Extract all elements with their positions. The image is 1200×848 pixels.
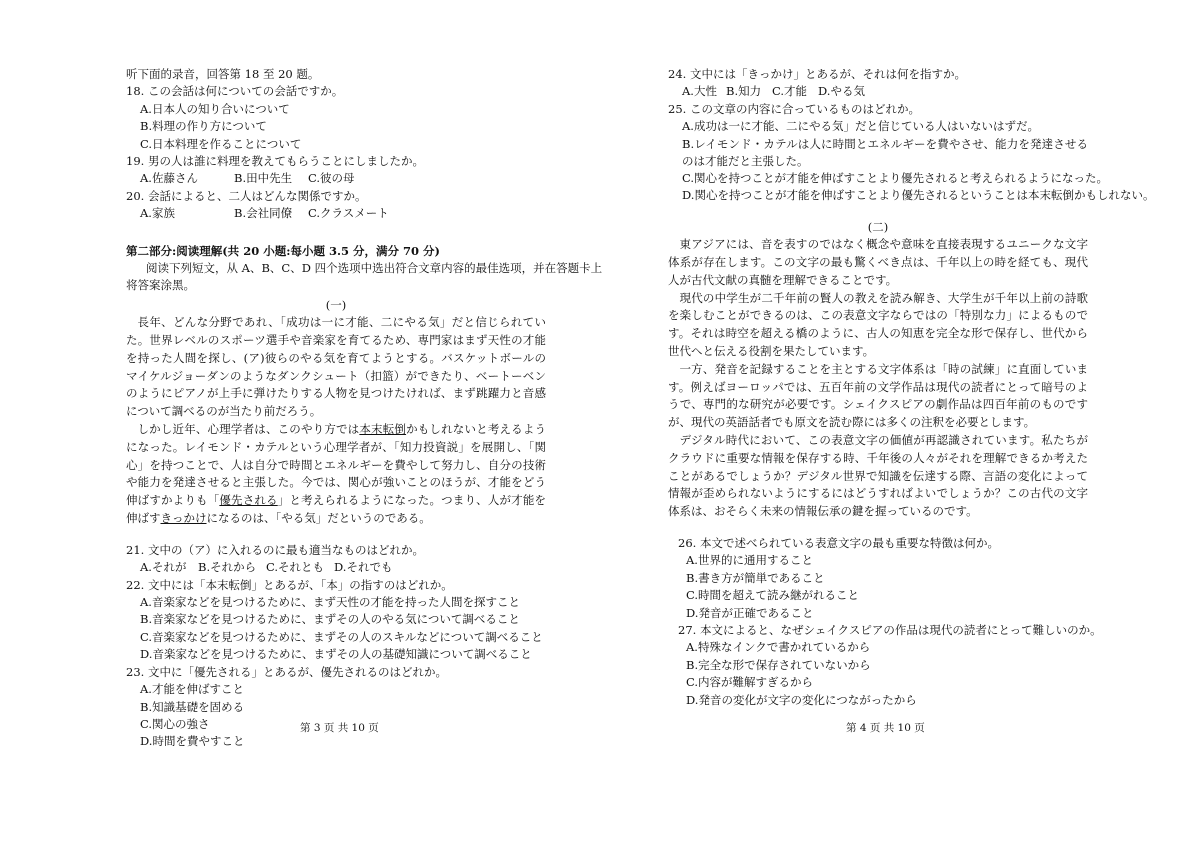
q23-option-d: D.時間を費やすこと bbox=[140, 734, 245, 749]
q18-option-c: C.日本料理を作ることについて bbox=[140, 136, 302, 151]
q18-option-b: B.料理の作り方について bbox=[140, 119, 267, 134]
q21-option-d: D.それでも bbox=[334, 560, 393, 575]
q19-stem: 19. 男の人は誰に料理を教えてもらうことにしましたか。 bbox=[126, 154, 424, 169]
underline-yuusen-sareru: 優先される bbox=[219, 493, 278, 508]
q20-stem: 20. 会話によると、二人はどんな関係ですか。 bbox=[126, 188, 367, 203]
q23-option-a: A.才能を伸ばすこと bbox=[140, 682, 244, 697]
q22-option-b: B.音楽家などを見つけるために、まずその人のやる気について調べること bbox=[140, 612, 520, 627]
underline-kikkake: きっかけ bbox=[160, 511, 207, 526]
q24-option-a: A.大性 bbox=[682, 84, 717, 99]
q25-option-b: B.レイモンド・カテルは人に時間とエネルギーを費やさせ、能力を発達させるのは才能だと主張した。 bbox=[682, 136, 1088, 168]
passage-1-paragraph-1: 長年、どんな分野であれ、「成功は一に才能、二にやる気」だと信じられていた。世界レベルのスポーツ選手や音楽家を育てるため、専門家はまず天性の才能を持った人間を探し、(ア)彼らのやる気を育てようとする。バスケットボールのマイケルジョーダンのようなダンクシュート（扣篮）ができたり、ベートーベンのようにピアノが上手に弾けたりする人物を見つけたければ、まず跳躍力と音感について調べるのが当たり前だろう。 bbox=[126, 315, 546, 419]
listening-intro: 听下面的录音，回答第 18 至 20 题。 bbox=[126, 67, 320, 81]
passage-1-paragraph-2 bbox=[126, 421, 546, 528]
q26-option-d: D.発音が正確であること bbox=[686, 605, 814, 620]
q27-option-d: D.発音の変化が文字の変化につながったから bbox=[686, 692, 917, 707]
q24-option-d: D.やる気 bbox=[818, 84, 865, 99]
q20-option-c: C.クラスメート bbox=[308, 206, 389, 221]
q22-option-a: A.音楽家などを見つけるために、まず天性の才能を持った人間を探すこと bbox=[140, 595, 520, 610]
q19-option-a: A.佐藤さん bbox=[140, 171, 198, 186]
part2-title: 第二部分:阅读理解(共 20 小题:每小题 3.5 分，满分 70 分) bbox=[126, 243, 440, 258]
passage-2-paragraph-3: 一方、発音を記録することを主とする文字体系は「時の試練」に直面しています。例えばヨーロッパでは、五百年前の文学作品は現代の読者にとって暗号のようで、専門的な研究が必要です。シェイクスピアの劇作品は四百年前のものですが、現代の英語話者でも原文を読む際には多くの注釈を必要とします。 bbox=[668, 361, 1088, 430]
q18-stem: 18. この会話は何についての会話ですか。 bbox=[126, 84, 344, 99]
q21-option-c: C.それとも bbox=[266, 560, 325, 575]
q27-option-a: A.特殊なインクで書かれているから bbox=[686, 640, 871, 655]
passage-2-paragraph-2: 現代の中学生が二千年前の賢人の教えを読み解き、大学生が千年以上前の詩歌を楽しむことができるのは、この表意文字ならではの「特別な力」によるものです。それは時空を超える橋のように、古人の知恵を完全な形で保存し、世代から世代へと伝える役割を果たしています。 bbox=[668, 290, 1088, 359]
passage-2-paragraph-1: 東アジアには、音を表すのではなく概念や意味を直接表現するユニークな文字体系が存在します。この文字の最も驚くべき点は、千年以上の時を経ても、現代人が古代文献の真髄を理解できることです。 bbox=[668, 237, 1088, 287]
q21-option-a: A.それが bbox=[140, 560, 187, 575]
section-1-heading: (一) bbox=[325, 297, 347, 312]
p2-text-d: になるのは、「やる気」だというのである。 bbox=[206, 511, 431, 526]
q24-option-b: B.知力 bbox=[726, 84, 762, 99]
part2-instruction-1: 阅读下列短文，从 A、B、C、D 四个选项中选出符合文章内容的最佳选项，并在答题卡上 bbox=[146, 261, 603, 276]
q23-option-b: B.知識基礎を固める bbox=[140, 699, 245, 714]
q25-option-d: D.関心を持つことが才能を伸ばすことより優先されるということは本末転倒かもしれない。 bbox=[682, 188, 1155, 203]
section-2-heading: (二) bbox=[867, 219, 889, 234]
q26-option-b: B.書き方が簡単であること bbox=[686, 570, 825, 585]
page-4-footer: 第 4 页 共 10 页 bbox=[846, 722, 925, 734]
q25-option-c: C.関心を持つことが才能を伸ばすことより優先されると考えられるようになった。 bbox=[682, 171, 1109, 186]
q27-stem: 27. 本文によると、なぜシェイクスピアの作品は現代の読者にとって難しいのか。 bbox=[678, 623, 1102, 638]
q19-options bbox=[126, 170, 546, 187]
q22-stem: 22. 文中には「本末転倒」とあるが、「本」の指すのはどれか。 bbox=[126, 577, 453, 592]
part2-instruction-2: 将答案涂黑。 bbox=[126, 278, 195, 293]
q27-option-b: B.完全な形で保存されていないから bbox=[686, 657, 871, 672]
q24-option-c: C.才能 bbox=[772, 84, 808, 99]
q23-option-c: C.関心の強さ bbox=[140, 716, 210, 731]
q25-option-a: A.成功は一に才能、二にやる気」だと信じている人はいないはずだ。 bbox=[682, 119, 1039, 134]
q26-option-a: A.世界的に通用すること bbox=[686, 553, 813, 568]
underline-hommatsu-tentou: 本末転倒 bbox=[359, 422, 407, 437]
q21-options bbox=[126, 559, 546, 576]
q22-option-c: C.音楽家などを見つけるために、まずその人のスキルなどについて調べること bbox=[140, 629, 543, 644]
q26-option-c: C.時間を超えて読み継がれること bbox=[686, 588, 860, 603]
q21-option-b: B.それから bbox=[198, 560, 257, 575]
right-page bbox=[668, 66, 1155, 709]
q20-options bbox=[126, 205, 546, 222]
q21-stem: 21. 文中の（ア）に入れるのに最も適当なものはどれか。 bbox=[126, 542, 424, 557]
q20-option-b: B.会社同僚 bbox=[234, 206, 293, 221]
q24-options bbox=[668, 83, 1088, 100]
p2-text-c: 」と考えられるようになった。つまり、人が才能を伸ばす bbox=[126, 493, 547, 526]
q25-stem: 25. この文章の内容に合っているものはどれか。 bbox=[668, 101, 920, 116]
q22-option-d: D.音楽家などを見つけるために、まずその人の基礎知識について調べること bbox=[140, 647, 532, 662]
q20-option-a: A.家族 bbox=[140, 206, 175, 221]
q24-stem: 24. 文中には「きっかけ」とあるが、それは何を指すか。 bbox=[668, 67, 966, 81]
q23-stem: 23. 文中に「優先される」とあるが、優先されるのはどれか。 bbox=[126, 664, 447, 679]
page-3-footer: 第 3 页 共 10 页 bbox=[300, 722, 379, 734]
q18-option-a: A.日本人の知り合いについて bbox=[140, 101, 290, 116]
passage-2-paragraph-4: デジタル時代において、この表意文字の価値が再認識されています。私たちがクラウドに重要な情報を保存する時、千年後の人々がそれを理解できるか考えたことがあるでしょうか？デジタル世界で知識を伝達する際、言語の変化によって情報が歪められないようにするにはどうすればよいでしょうか？この古代の文字体系は、おそらく未来の情報伝承の鍵を握っているのです。 bbox=[668, 433, 1088, 519]
q19-option-c: C.彼の母 bbox=[308, 171, 355, 186]
q26-stem: 26. 本文で述べられている表意文字の最も重要な特徴は何か。 bbox=[678, 536, 999, 550]
q27-option-c: C.内容が難解すぎるから bbox=[686, 675, 814, 690]
p2-text-a: しかし近年、心理学者は、このやり方では bbox=[137, 422, 360, 437]
p2-text-b: かもしれないと考えるようになった。レイモンド・カテルという心理学者が、「知力投資説」を展開し、「関心」を持つことで、人は自分で時間とエネルギーを費やして努力し、自分の技術や能力を発達させると主張した。今では、関心が強いことのほうが、才能をどう伸ばすかよりも「 bbox=[126, 422, 547, 508]
left-page bbox=[126, 66, 603, 751]
q19-option-b: B.田中先生 bbox=[234, 171, 293, 186]
